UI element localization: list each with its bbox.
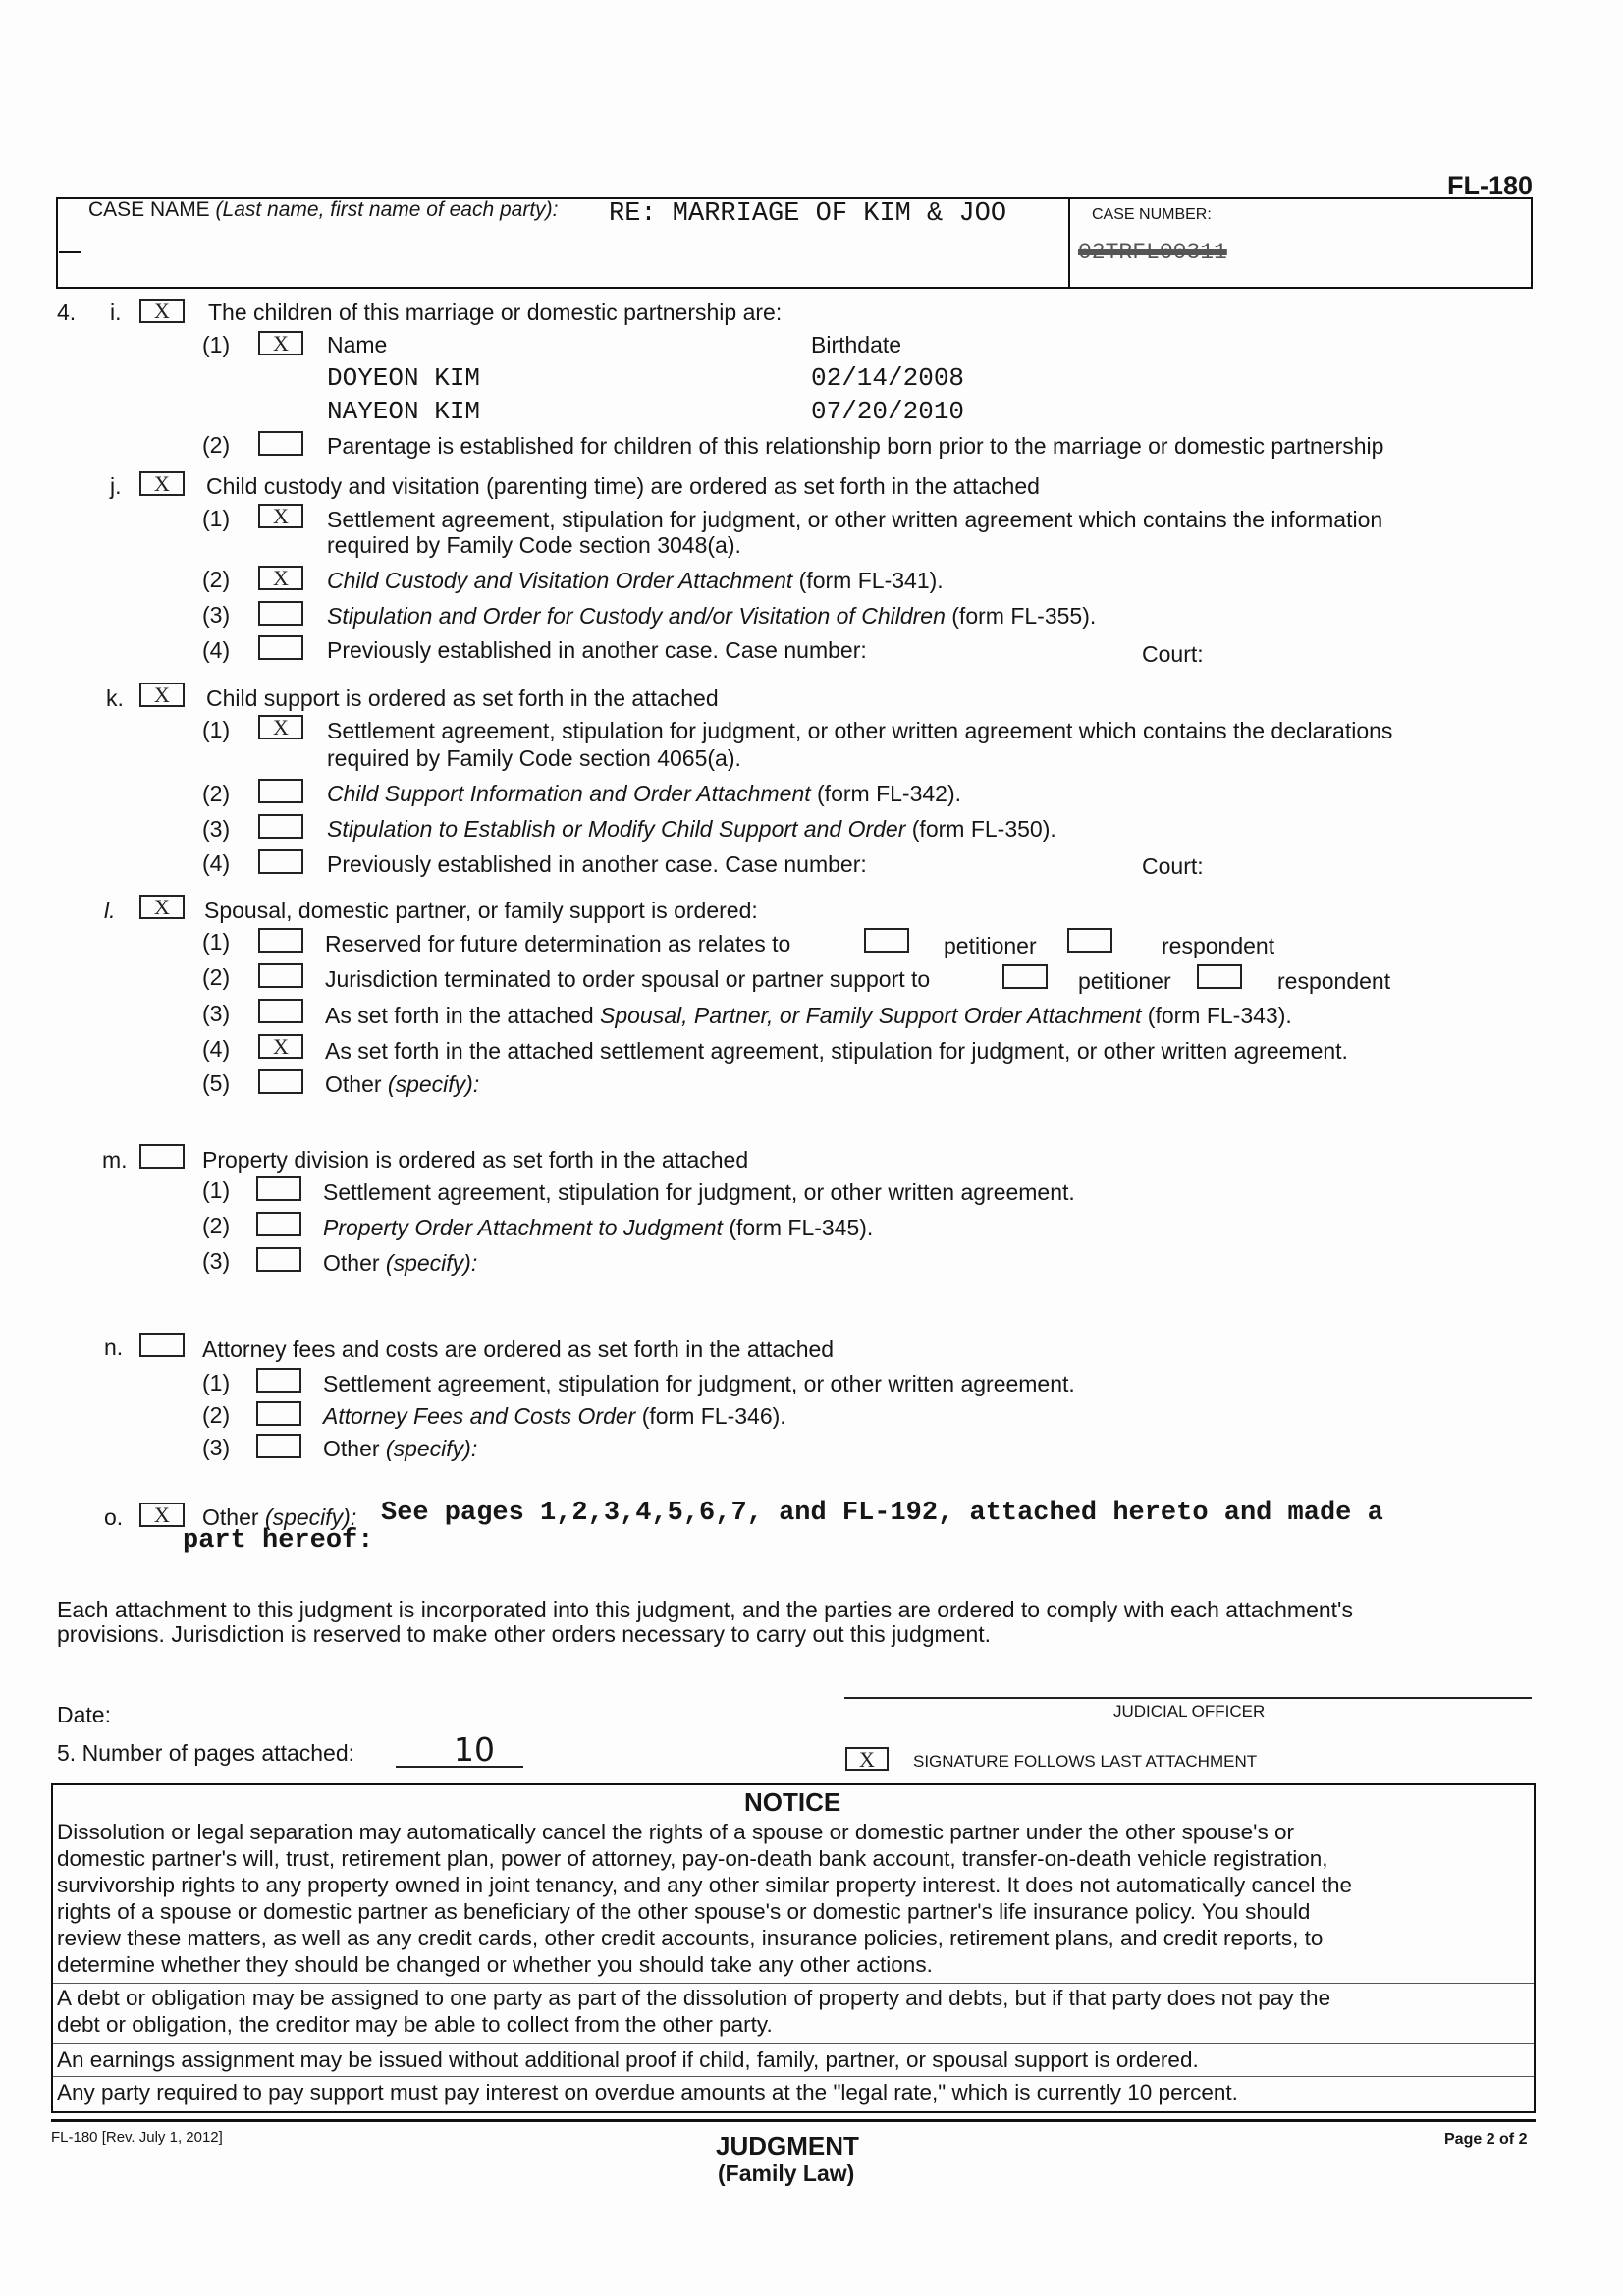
item-l-sub-checkbox[interactable]: X [258,1034,303,1059]
item-n-letter: n. [104,1335,124,1360]
item-o-checkbox[interactable]: X [139,1503,185,1527]
item-n-sub-num: (3) [202,1435,231,1460]
petitioner-label: petitioner [944,933,1037,958]
respondent-label: respondent [1277,968,1391,994]
children-name-header: Name [327,332,388,357]
footer-rule [51,2119,1536,2122]
item-m-sub-num: (2) [202,1213,231,1238]
notice-divider [53,1983,1534,1984]
notice-line: debt or obligation, the creditor may be able to collect from the other party. [57,2012,773,2037]
item-j-sub-num: (4) [202,637,231,663]
item-i-sub1-num: (1) [202,332,231,357]
item-i-checkbox[interactable]: X [139,299,185,323]
item-m-sub-checkbox[interactable] [256,1212,301,1236]
notice-line: review these matters, as well as any credit cards, other credit accounts, insurance policies, retirement plans, and credit reports, to [57,1926,1324,1950]
item-n-sub-text: Other (specify): [323,1436,478,1461]
item-k-sub-num: (4) [202,850,231,876]
item-k-sub-num: (2) [202,781,231,806]
item-n-sub-text: Settlement agreement, stipulation for judgment, or other written agreement. [323,1371,1075,1396]
item-k-sub-checkbox[interactable] [258,779,303,803]
item-l-sub-text: As set forth in the attached settlement agreement, stipulation for judgment, or other written agreement. [325,1038,1348,1064]
attachments-note-cont: provisions. Jurisdiction is reserved to make other orders necessary to carry out this judgment. [57,1621,992,1647]
item-j-letter: j. [110,473,122,499]
item-n-sub-checkbox[interactable] [256,1434,301,1458]
item-o-label: Other (specify): [202,1504,357,1530]
notice-line: Any party required to pay support must pay interest on overdue amounts at the "legal rate," which is currently 10 percent. [57,2080,1238,2105]
page-number: Page 2 of 2 [1444,2131,1528,2148]
item-k-letter: k. [106,685,124,711]
item-k-sub-text: Previously established in another case. Case number: [327,851,867,877]
judicial-officer-line [844,1697,1532,1699]
item-n-sub-text: Attorney Fees and Costs Order (form FL-346). [323,1403,786,1429]
item-j-sub-text: Previously established in another case. Case number: [327,637,867,663]
notice-line: rights of a spouse or domestic partner as beneficiary of the other spouse's or domestic partner's life insurance policy. You should [57,1899,1311,1924]
date-label: Date: [57,1702,111,1727]
petitioner-label: petitioner [1078,968,1171,994]
item-i-sub2-checkbox[interactable] [258,431,303,456]
pages-attached-label: 5. Number of pages attached: [57,1740,355,1766]
notice-line: Dissolution or legal separation may automatically cancel the rights of a spouse or domestic partner under the other spouse's or [57,1820,1294,1844]
notice-title: NOTICE [744,1787,841,1817]
item-k-sub-checkbox[interactable] [258,849,303,874]
form-id: FL-180 [1447,171,1534,200]
item-n-sub-num: (1) [202,1370,231,1395]
petitioner-checkbox[interactable] [1002,964,1048,989]
case-number-label: CASE NUMBER: [1092,206,1212,223]
section-number: 4. [57,300,77,325]
item-l-sub-num: (2) [202,964,231,990]
notice-divider [53,2043,1534,2044]
header-tick [59,251,81,253]
item-k-sub-text: Stipulation to Establish or Modify Child Support and Order (form FL-350). [327,816,1056,842]
item-m-text: Property division is ordered as set forth in the attached [202,1147,749,1173]
item-j-court-label: Court: [1142,641,1204,667]
item-o-value[interactable]: See pages 1,2,3,4,5,6,7, and FL-192, attached hereto and made a [381,1499,1383,1528]
item-o-letter: o. [104,1504,124,1530]
item-l-sub-checkbox[interactable] [258,963,303,988]
item-j-sub-checkbox[interactable] [258,635,303,660]
item-m-sub-text: Property Order Attachment to Judgment (form FL-345). [323,1215,874,1240]
signature-follows-label: SIGNATURE FOLLOWS LAST ATTACHMENT [913,1752,1258,1771]
item-i-letter: i. [110,300,122,325]
item-k-court-label: Court: [1142,853,1204,879]
item-l-checkbox[interactable]: X [139,895,185,919]
item-k-sub-num: (1) [202,717,231,742]
item-l-sub-num: (1) [202,929,231,955]
item-m-letter: m. [102,1147,128,1173]
item-k-sub-checkbox[interactable] [258,814,303,839]
item-n-text: Attorney fees and costs are ordered as set forth in the attached [202,1337,835,1362]
item-m-sub-text: Settlement agreement, stipulation for judgment, or other written agreement. [323,1179,1075,1205]
item-i-sub2-text: Parentage is established for children of this relationship born prior to the marriage or domestic partnership [327,433,1384,459]
respondent-checkbox[interactable] [1067,928,1112,953]
footer-subtitle: (Family Law) [718,2160,855,2186]
item-k-sub-text: Settlement agreement, stipulation for judgment, or other written agreement which contains the declarations [327,718,1393,743]
item-n-sub-checkbox[interactable] [256,1368,301,1393]
item-j-sub-num: (1) [202,506,231,531]
item-l-sub-text: As set forth in the attached Spousal, Partner, or Family Support Order Attachment (form FL-343). [325,1003,1292,1028]
case-number-value[interactable]: 02TRFL00311 [1078,240,1227,265]
footer-title: JUDGMENT [716,2131,859,2160]
item-m-checkbox[interactable] [139,1144,185,1169]
item-l-letter: l. [104,898,116,923]
item-l-sub-num: (5) [202,1070,231,1096]
form-revision: FL-180 [Rev. July 1, 2012] [51,2129,223,2146]
item-l-sub-checkbox[interactable] [258,999,303,1023]
item-m-sub-text: Other (specify): [323,1250,478,1276]
item-k-sub-text: Child Support Information and Order Attachment (form FL-342). [327,781,961,806]
pages-attached-value[interactable]: 10 [454,1730,495,1769]
notice-line: An earnings assignment may be issued without additional proof if child, family, partner, or spousal support is ordered. [57,2048,1199,2072]
item-i-sub1-checkbox[interactable]: X [258,331,303,355]
notice-line: domestic partner's will, trust, retirement plan, power of attorney, pay-on-death bank account, transfer-on-death vehicle registration, [57,1846,1328,1871]
child-name[interactable]: NAYEON KIM [327,397,481,426]
children-birthdate-header: Birthdate [811,332,902,357]
item-j-sub-text: Settlement agreement, stipulation for judgment, or other written agreement which contains the information [327,507,1383,532]
notice-line: determine whether they should be changed or whether you should take any other actions. [57,1952,933,1977]
signature-follows-checkbox[interactable]: X [845,1747,889,1771]
item-i-text: The children of this marriage or domestic partnership are: [208,300,783,325]
item-j-sub-text: Stipulation and Order for Custody and/or Visitation of Children (form FL-355). [327,603,1097,629]
item-m-sub-checkbox[interactable] [256,1247,301,1272]
respondent-checkbox[interactable] [1197,964,1242,989]
item-k-sub-num: (3) [202,816,231,842]
item-k-sub-checkbox[interactable]: X [258,715,303,739]
item-l-sub-checkbox[interactable] [258,928,303,953]
item-l-sub-text: Other (specify): [325,1071,480,1097]
item-k-text: Child support is ordered as set forth in the attached [206,685,719,711]
attachments-note: Each attachment to this judgment is incorporated into this judgment, and the parties are ordered to comply with each attachment's [57,1597,1353,1622]
item-m-sub-num: (1) [202,1177,231,1203]
case-name-label: CASE NAME (Last name, first name of each party): [88,198,559,221]
case-name-value[interactable]: RE: MARRIAGE OF KIM & JOO [609,199,1007,229]
item-j-checkbox[interactable]: X [139,471,185,496]
item-j-sub-checkbox[interactable]: X [258,504,303,528]
item-l-sub-num: (4) [202,1036,231,1062]
item-l-sub-checkbox[interactable] [258,1069,303,1094]
child-name[interactable]: DOYEON KIM [327,363,481,393]
item-l-sub-num: (3) [202,1001,231,1026]
notice-line: survivorship rights to any property owned in joint tenancy, and any other similar property interest. It does not automatically cancel the [57,1873,1353,1897]
item-m-sub-num: (3) [202,1248,231,1274]
item-i-sub2-num: (2) [202,432,231,458]
item-j-sub-checkbox[interactable]: X [258,566,303,590]
item-n-sub-num: (2) [202,1402,231,1428]
petitioner-checkbox[interactable] [864,928,909,953]
item-l-text: Spousal, domestic partner, or family support is ordered: [204,898,758,923]
item-j-sub-checkbox[interactable] [258,601,303,626]
item-j-text: Child custody and visitation (parenting time) are ordered as set forth in the attached [206,473,1040,499]
respondent-label: respondent [1162,933,1275,958]
item-j-sub-num: (3) [202,602,231,628]
item-m-sub-checkbox[interactable] [256,1176,301,1201]
child-birthdate[interactable]: 02/14/2008 [811,363,965,393]
child-birthdate[interactable]: 07/20/2010 [811,397,965,426]
item-k-sub-text-cont: required by Family Code section 4065(a). [327,745,741,771]
notice-divider [53,2076,1534,2077]
item-j-sub-text-cont: required by Family Code section 3048(a). [327,532,741,558]
judicial-officer-label: JUDICIAL OFFICER [1113,1702,1266,1721]
item-l-sub-text: Jurisdiction terminated to order spousal or partner support to [325,966,931,992]
item-n-checkbox[interactable] [139,1333,185,1357]
item-j-sub-text: Child Custody and Visitation Order Attachment (form FL-341). [327,568,944,593]
item-l-sub-text: Reserved for future determination as relates to [325,931,791,957]
item-o-value-cont[interactable]: part hereof: [183,1526,374,1556]
notice-line: A debt or obligation may be assigned to one party as part of the dissolution of property and debts, but if that party does not pay the [57,1986,1331,2010]
item-n-sub-checkbox[interactable] [256,1401,301,1426]
item-k-checkbox[interactable]: X [139,683,185,707]
item-j-sub-num: (2) [202,567,231,592]
case-header-divider [1068,197,1070,289]
